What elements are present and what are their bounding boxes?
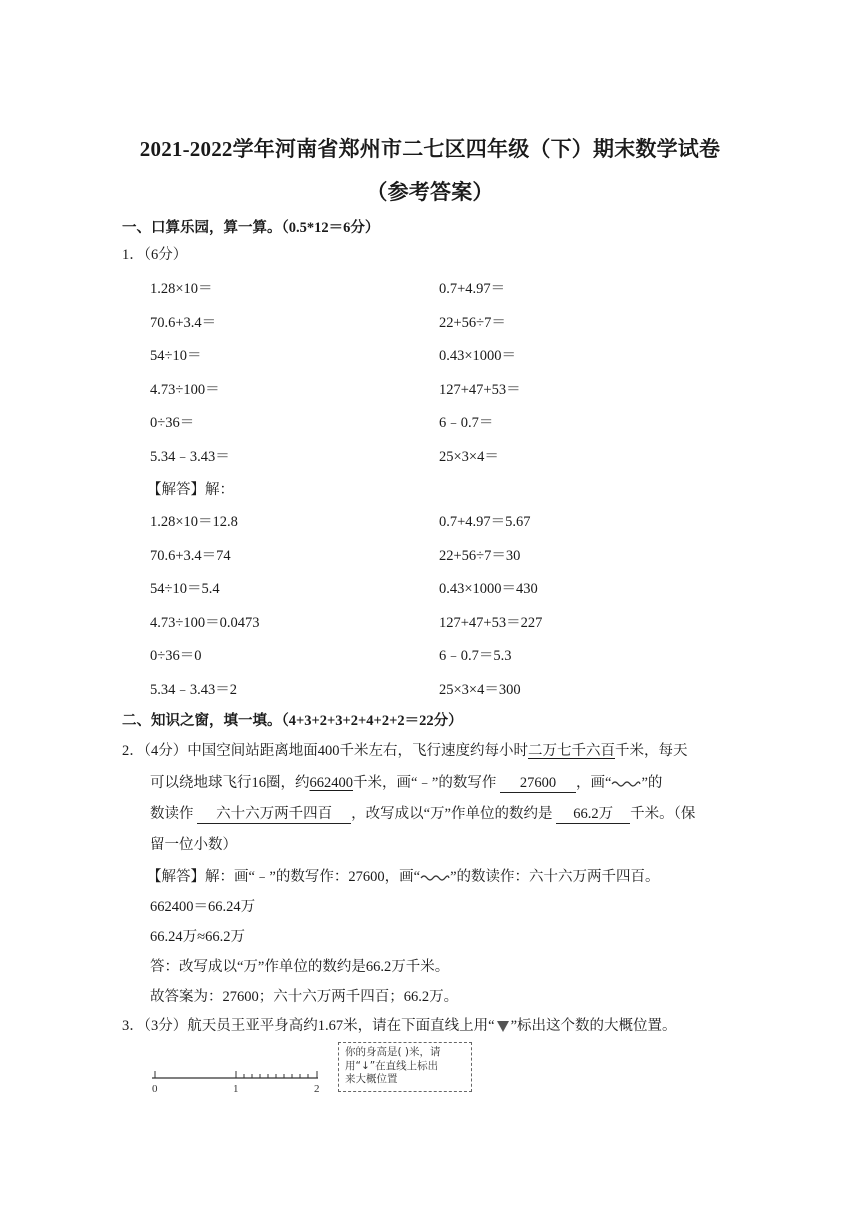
a1-right-5: 6﹣0.7＝5.3: [439, 648, 512, 664]
q3-text: ”标出这个数的大概位置。: [510, 1018, 677, 1034]
q1-right-4: 127+47+53＝: [439, 382, 521, 398]
a1-right-2: 22+56÷7＝30: [439, 548, 521, 564]
q1-right-2: 22+56÷7＝: [439, 315, 506, 331]
q2-line-2: [150, 773, 662, 793]
a1-right-1: 0.7+4.97＝5.67: [439, 514, 531, 530]
section2-heading: 二、知识之窗，填一填。（4+3+2+3+2+4+2+2＝22分）: [122, 713, 463, 729]
question-1-label: 1．（6分）: [122, 247, 188, 263]
q3-text: 3．（3分）航天员王亚平身高约1.67米，请在下面直线上用“: [122, 1018, 495, 1034]
page-subtitle: （参考答案）: [366, 180, 494, 204]
q2-text: ”的: [641, 775, 663, 791]
q2-answer-text: 【解答】解：画“﹣”的数写作：27600，画“: [147, 869, 421, 885]
page-title: 2021-2022学年河南省郑州市二七区四年级（下）期末数学试卷: [139, 137, 721, 161]
a1-left-2: 70.6+3.4＝74: [150, 548, 231, 564]
q2-text: 可以绕地球飞行16圈，约: [150, 775, 310, 791]
q1-left-3: 54÷10＝: [150, 348, 202, 364]
wavy-line-icon: [420, 873, 450, 883]
q2-answer-blank-1: 27600: [500, 774, 576, 793]
down-triangle-icon: [497, 1021, 509, 1032]
q2-text: 2．（4分）中国空间站距离地面400千米左右，飞行速度约每小时: [122, 743, 528, 759]
a1-left-4: 4.73÷100＝0.0473: [150, 615, 260, 631]
q2-underlined-distance: 662400: [309, 775, 353, 791]
q2-answer-line-1: [147, 867, 660, 887]
handwritten-note-box: [338, 1042, 472, 1092]
q2-answer-line-3: 66.24万≈66.2万: [150, 929, 245, 945]
a1-right-3: 0.43×1000＝430: [439, 581, 538, 597]
q1-right-1: 0.7+4.97＝: [439, 281, 506, 297]
q1-right-5: 6﹣0.7＝: [439, 415, 494, 431]
a1-left-5: 0÷36＝0: [150, 648, 202, 664]
q2-line-3: [150, 804, 695, 824]
section1-heading: 一、口算乐园，算一算。（0.5*12＝6分）: [122, 220, 380, 236]
a1-left-6: 5.34﹣3.43＝2: [150, 682, 237, 698]
q1-left-1: 1.28×10＝: [150, 281, 213, 297]
q1-left-5: 0÷36＝: [150, 415, 195, 431]
a1-right-6: 25×3×4＝300: [439, 682, 521, 698]
q2-answer-line-4: 答：改写成以“万”作单位的数约是66.2万千米。: [150, 959, 450, 975]
q2-line-4: 留一位小数）: [150, 837, 237, 853]
q2-answer-blank-3: 66.2万: [556, 805, 630, 824]
tick-label-1: 1: [233, 1083, 239, 1095]
q1-right-3: 0.43×1000＝: [439, 348, 517, 364]
q2-text: 千米，画“﹣”的数写作: [353, 775, 497, 791]
q1-left-2: 70.6+3.4＝: [150, 315, 217, 331]
a1-right-4: 127+47+53＝227: [439, 615, 543, 631]
tick-label-0: 0: [152, 1083, 158, 1095]
q2-underlined-speed: 二万七千六百: [528, 743, 615, 759]
q2-answer-blank-2: 六十六万两千四百: [197, 805, 351, 824]
q2-text: ，画“: [576, 775, 612, 791]
q1-left-6: 5.34﹣3.43＝: [150, 449, 230, 465]
q2-answer-line-2: 662400＝66.24万: [150, 899, 256, 915]
q1-right-6: 25×3×4＝: [439, 449, 499, 465]
q2-answer-line-5: 故答案为：27600；六十六万两千四百；66.2万。: [150, 989, 459, 1005]
answer-label-1: 【解答】解：: [147, 482, 234, 498]
note-line-2: 用“↓”在直线上标出: [345, 1059, 439, 1072]
q2-text: 数读作: [150, 806, 194, 822]
tick-label-2: 2: [314, 1083, 320, 1095]
a1-left-3: 54÷10＝5.4: [150, 581, 220, 597]
q2-text: 千米，每天: [615, 743, 688, 759]
q2-text: 千米。（保: [630, 806, 696, 822]
a1-left-1: 1.28×10＝12.8: [150, 514, 238, 530]
q1-left-4: 4.73÷100＝: [150, 382, 220, 398]
q2-text: ，改写成以“万”作单位的数约是: [351, 806, 553, 822]
note-line-3: 来大概位置: [345, 1073, 398, 1085]
q3-line: [122, 1016, 677, 1036]
q2-line-1: [122, 741, 688, 761]
wavy-line-icon: [611, 779, 641, 789]
note-line-1: 你的身高是( )米，请: [345, 1046, 441, 1058]
q2-answer-text: ”的数读作：六十六万两千四百。: [450, 869, 660, 885]
